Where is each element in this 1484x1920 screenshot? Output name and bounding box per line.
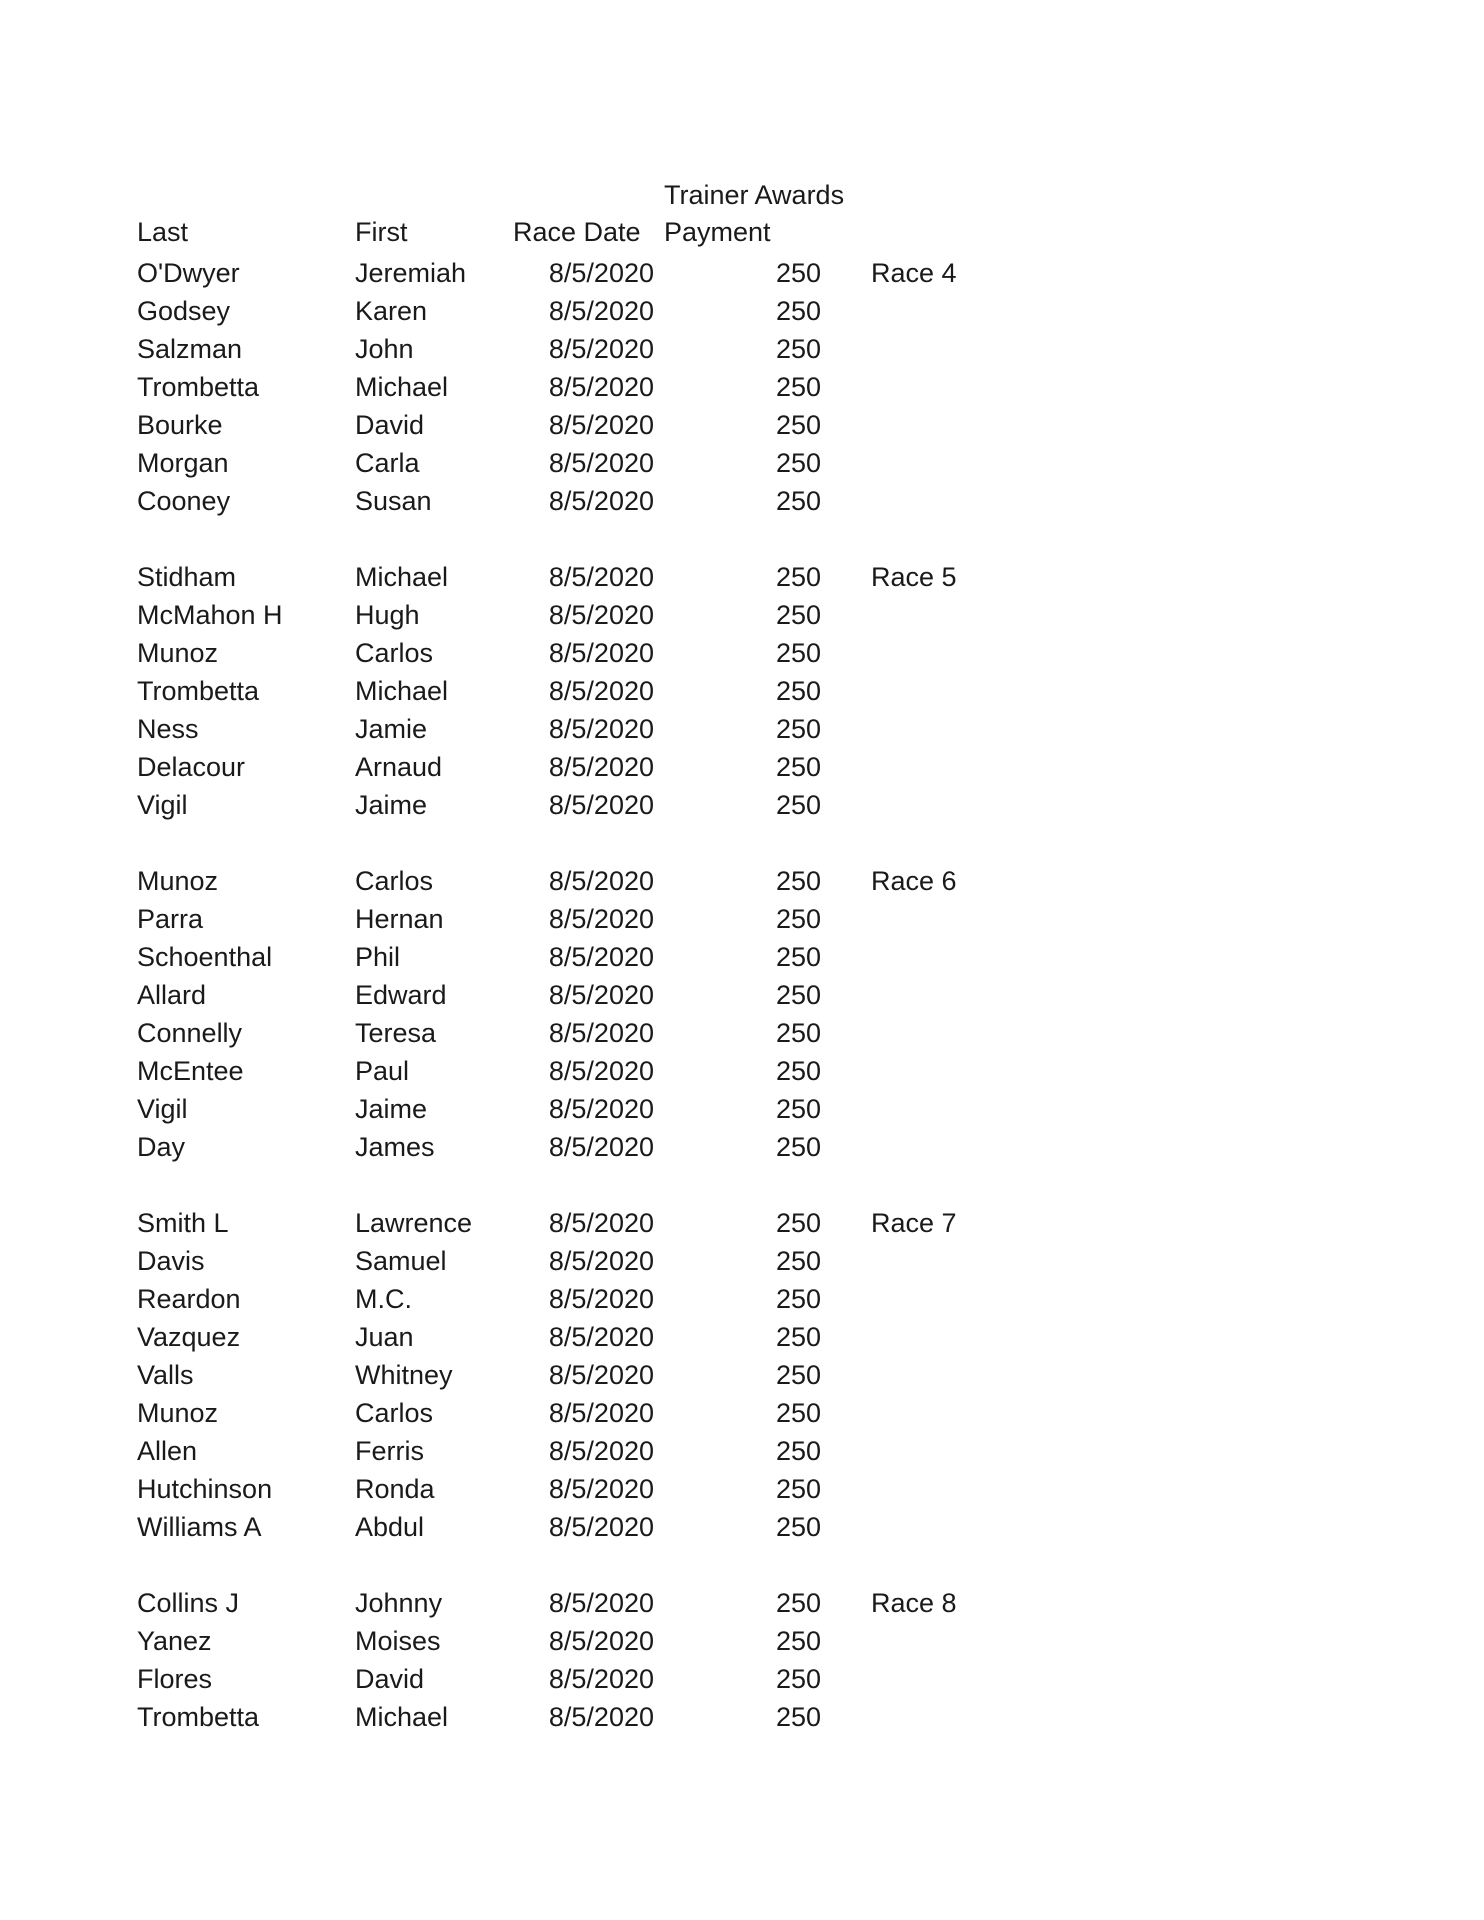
race-date-cell: 8/5/2020 — [548, 1322, 654, 1352]
table-row — [0, 710, 1484, 748]
payment-cell: 250 — [775, 1322, 821, 1352]
payment-cell: 250 — [775, 562, 821, 592]
payment-cell: 250 — [775, 676, 821, 706]
table-row — [0, 1470, 1484, 1508]
race-date-cell: 8/5/2020 — [548, 258, 654, 288]
payment-cell: 250 — [775, 942, 821, 972]
first-header: First — [355, 217, 408, 247]
payment-cell: 250 — [775, 258, 821, 288]
payment-cell: 250 — [775, 1436, 821, 1466]
table-row — [0, 1622, 1484, 1660]
table-row — [0, 330, 1484, 368]
payment-cell: 250 — [775, 714, 821, 744]
first-name-cell: David — [355, 1664, 425, 1694]
table-row — [0, 748, 1484, 786]
race-date-header: Race Date — [513, 217, 641, 247]
last-name-cell: Bourke — [137, 410, 223, 440]
payment-cell: 250 — [775, 1474, 821, 1504]
payment-cell: 250 — [775, 1018, 821, 1048]
race-date-cell: 8/5/2020 — [548, 980, 654, 1010]
last-name-cell: Delacour — [137, 752, 246, 782]
first-name-cell: Ronda — [355, 1474, 435, 1504]
first-name-cell: Arnaud — [355, 752, 443, 782]
race-date-cell: 8/5/2020 — [548, 1588, 654, 1618]
first-name-cell: Hernan — [355, 904, 444, 934]
first-name-cell: Hugh — [355, 600, 420, 630]
payment-cell: 250 — [775, 448, 821, 478]
race-date-cell: 8/5/2020 — [548, 676, 654, 706]
race-label-cell: Race 5 — [871, 562, 957, 592]
payment-cell: 250 — [775, 1094, 821, 1124]
last-name-cell: Day — [137, 1132, 186, 1162]
table-row — [0, 254, 1484, 292]
group-spacer — [0, 1546, 1484, 1584]
payment-cell: 250 — [775, 752, 821, 782]
last-name-cell: McEntee — [137, 1056, 244, 1086]
race-date-cell: 8/5/2020 — [548, 600, 654, 630]
race-date-cell: 8/5/2020 — [548, 1626, 654, 1656]
payment-cell: 250 — [775, 980, 821, 1010]
payment-cell: 250 — [775, 1056, 821, 1086]
first-name-cell: Abdul — [355, 1512, 425, 1542]
race-date-cell: 8/5/2020 — [548, 638, 654, 668]
last-name-cell: Cooney — [137, 486, 231, 516]
last-name-cell: Stidham — [137, 562, 237, 592]
last-name-cell: Reardon — [137, 1284, 241, 1314]
last-name-cell: Davis — [137, 1246, 205, 1276]
group-spacer — [0, 520, 1484, 558]
payment-cell: 250 — [775, 334, 821, 364]
table-row — [0, 1128, 1484, 1166]
payment-cell: 250 — [775, 1664, 821, 1694]
table-row — [0, 976, 1484, 1014]
last-name-cell: O'Dwyer — [137, 258, 240, 288]
first-name-cell: Jamie — [355, 714, 428, 744]
race-date-cell: 8/5/2020 — [548, 448, 654, 478]
payment-header-line2: Payment — [664, 217, 771, 247]
first-name-cell: Samuel — [355, 1246, 447, 1276]
payment-cell: 250 — [775, 1360, 821, 1390]
first-name-cell: M.C. — [355, 1284, 412, 1314]
last-name-cell: Vazquez — [137, 1322, 241, 1352]
race-date-cell: 8/5/2020 — [548, 1360, 654, 1390]
payment-cell: 250 — [775, 866, 821, 896]
table-row — [0, 292, 1484, 330]
race-label-cell: Race 4 — [871, 258, 957, 288]
race-date-cell: 8/5/2020 — [548, 942, 654, 972]
first-name-cell: Michael — [355, 676, 449, 706]
payment-cell: 250 — [775, 638, 821, 668]
table-row — [0, 1280, 1484, 1318]
last-name-cell: Smith L — [137, 1208, 229, 1238]
first-name-cell: Carlos — [355, 866, 434, 896]
table-row — [0, 1090, 1484, 1128]
last-name-cell: Munoz — [137, 1398, 219, 1428]
last-name-cell: Schoenthal — [137, 942, 273, 972]
payment-cell: 250 — [775, 1626, 821, 1656]
payment-cell: 250 — [775, 790, 821, 820]
race-date-cell: 8/5/2020 — [548, 486, 654, 516]
table-row — [0, 1356, 1484, 1394]
payment-cell: 250 — [775, 1398, 821, 1428]
race-date-cell: 8/5/2020 — [548, 1208, 654, 1238]
race-group — [0, 1584, 1484, 1736]
table-row — [0, 862, 1484, 900]
race-label-cell: Race 7 — [871, 1208, 957, 1238]
last-name-cell: Ness — [137, 714, 199, 744]
race-label-cell: Race 8 — [871, 1588, 957, 1618]
table-row — [0, 1318, 1484, 1356]
payment-cell: 250 — [775, 1132, 821, 1162]
payment-cell: 250 — [775, 1512, 821, 1542]
race-date-cell: 8/5/2020 — [548, 1094, 654, 1124]
table-row — [0, 938, 1484, 976]
first-name-cell: Juan — [355, 1322, 414, 1352]
first-name-cell: Jeremiah — [355, 258, 467, 288]
first-name-cell: Moises — [355, 1626, 441, 1656]
first-name-cell: Michael — [355, 1702, 449, 1732]
race-date-cell: 8/5/2020 — [548, 714, 654, 744]
race-date-cell: 8/5/2020 — [548, 790, 654, 820]
first-name-cell: Whitney — [355, 1360, 453, 1390]
table-row — [0, 634, 1484, 672]
group-spacer — [0, 824, 1484, 862]
last-name-cell: Valls — [137, 1360, 194, 1390]
last-name-cell: Williams A — [137, 1512, 262, 1542]
race-group — [0, 558, 1484, 824]
payment-cell: 250 — [775, 1702, 821, 1732]
table-row — [0, 1508, 1484, 1546]
last-name-cell: Allen — [137, 1436, 198, 1466]
race-date-cell: 8/5/2020 — [548, 334, 654, 364]
first-name-cell: Jaime — [355, 790, 428, 820]
payment-cell: 250 — [775, 1588, 821, 1618]
last-name-cell: Allard — [137, 980, 207, 1010]
race-date-cell: 8/5/2020 — [548, 1132, 654, 1162]
last-name-cell: Trombetta — [137, 1702, 260, 1732]
table-row — [0, 786, 1484, 824]
last-name-cell: Parra — [137, 904, 204, 934]
race-date-cell: 8/5/2020 — [548, 866, 654, 896]
table-row — [0, 1698, 1484, 1736]
payment-cell: 250 — [775, 410, 821, 440]
last-name-cell: Vigil — [137, 790, 188, 820]
table-row — [0, 596, 1484, 634]
first-name-cell: Lawrence — [355, 1208, 473, 1238]
race-date-cell: 8/5/2020 — [548, 1702, 654, 1732]
payment-header-line1: Trainer Awards — [664, 180, 845, 210]
first-name-cell: Michael — [355, 372, 449, 402]
first-name-cell: Paul — [355, 1056, 410, 1086]
table-row — [0, 1584, 1484, 1622]
payment-cell: 250 — [775, 1208, 821, 1238]
first-name-cell: Ferris — [355, 1436, 424, 1466]
race-date-cell: 8/5/2020 — [548, 752, 654, 782]
race-date-cell: 8/5/2020 — [548, 1512, 654, 1542]
race-group — [0, 254, 1484, 520]
table-row — [0, 482, 1484, 520]
race-date-cell: 8/5/2020 — [548, 296, 654, 326]
table-row — [0, 900, 1484, 938]
first-name-cell: David — [355, 410, 425, 440]
race-date-cell: 8/5/2020 — [548, 410, 654, 440]
first-name-cell: John — [355, 334, 414, 364]
payment-cell: 250 — [775, 1284, 821, 1314]
table-row — [0, 1014, 1484, 1052]
payment-cell: 250 — [775, 600, 821, 630]
payment-cell: 250 — [775, 904, 821, 934]
race-date-cell: 8/5/2020 — [548, 904, 654, 934]
first-name-cell: Karen — [355, 296, 428, 326]
last-name-cell: Vigil — [137, 1094, 188, 1124]
race-date-cell: 8/5/2020 — [548, 1284, 654, 1314]
payment-cell: 250 — [775, 486, 821, 516]
last-name-cell: Yanez — [137, 1626, 212, 1656]
last-name-cell: McMahon H — [137, 600, 283, 630]
first-name-cell: Susan — [355, 486, 432, 516]
table-body — [0, 254, 1484, 1736]
table-row — [0, 1052, 1484, 1090]
table-row — [0, 558, 1484, 596]
last-name-cell: Trombetta — [137, 676, 260, 706]
table-row — [0, 368, 1484, 406]
first-name-cell: James — [355, 1132, 435, 1162]
race-date-cell: 8/5/2020 — [548, 1664, 654, 1694]
last-name-cell: Flores — [137, 1664, 213, 1694]
race-date-cell: 8/5/2020 — [548, 1246, 654, 1276]
first-name-cell: Teresa — [355, 1018, 437, 1048]
last-name-cell: Hutchinson — [137, 1474, 273, 1504]
group-spacer — [0, 1166, 1484, 1204]
last-name-cell: Munoz — [137, 866, 219, 896]
first-name-cell: Michael — [355, 562, 449, 592]
first-name-cell: Johnny — [355, 1588, 443, 1618]
race-date-cell: 8/5/2020 — [548, 1474, 654, 1504]
race-date-cell: 8/5/2020 — [548, 1436, 654, 1466]
race-group — [0, 1204, 1484, 1546]
last-name-cell: Connelly — [137, 1018, 243, 1048]
payment-cell: 250 — [775, 296, 821, 326]
race-date-cell: 8/5/2020 — [548, 562, 654, 592]
last-name-cell: Morgan — [137, 448, 229, 478]
table-row — [0, 1394, 1484, 1432]
race-group — [0, 862, 1484, 1166]
first-name-cell: Phil — [355, 942, 401, 972]
table-row — [0, 406, 1484, 444]
first-name-cell: Carla — [355, 448, 420, 478]
race-date-cell: 8/5/2020 — [548, 1398, 654, 1428]
last-name-cell: Godsey — [137, 296, 231, 326]
race-label-cell: Race 6 — [871, 866, 957, 896]
payment-cell: 250 — [775, 1246, 821, 1276]
table-row — [0, 1432, 1484, 1470]
first-name-cell: Carlos — [355, 638, 434, 668]
race-date-cell: 8/5/2020 — [548, 372, 654, 402]
table-row — [0, 1660, 1484, 1698]
race-date-cell: 8/5/2020 — [548, 1018, 654, 1048]
last-header: Last — [137, 217, 189, 247]
last-name-cell: Trombetta — [137, 372, 260, 402]
table-row — [0, 672, 1484, 710]
table-row — [0, 1204, 1484, 1242]
payment-cell: 250 — [775, 372, 821, 402]
last-name-cell: Collins J — [137, 1588, 240, 1618]
first-name-cell: Edward — [355, 980, 447, 1010]
table-row — [0, 1242, 1484, 1280]
race-date-cell: 8/5/2020 — [548, 1056, 654, 1086]
last-name-cell: Munoz — [137, 638, 219, 668]
header-row — [0, 214, 1484, 250]
first-name-cell: Jaime — [355, 1094, 428, 1124]
last-name-cell: Salzman — [137, 334, 243, 364]
table-row — [0, 444, 1484, 482]
first-name-cell: Carlos — [355, 1398, 434, 1428]
